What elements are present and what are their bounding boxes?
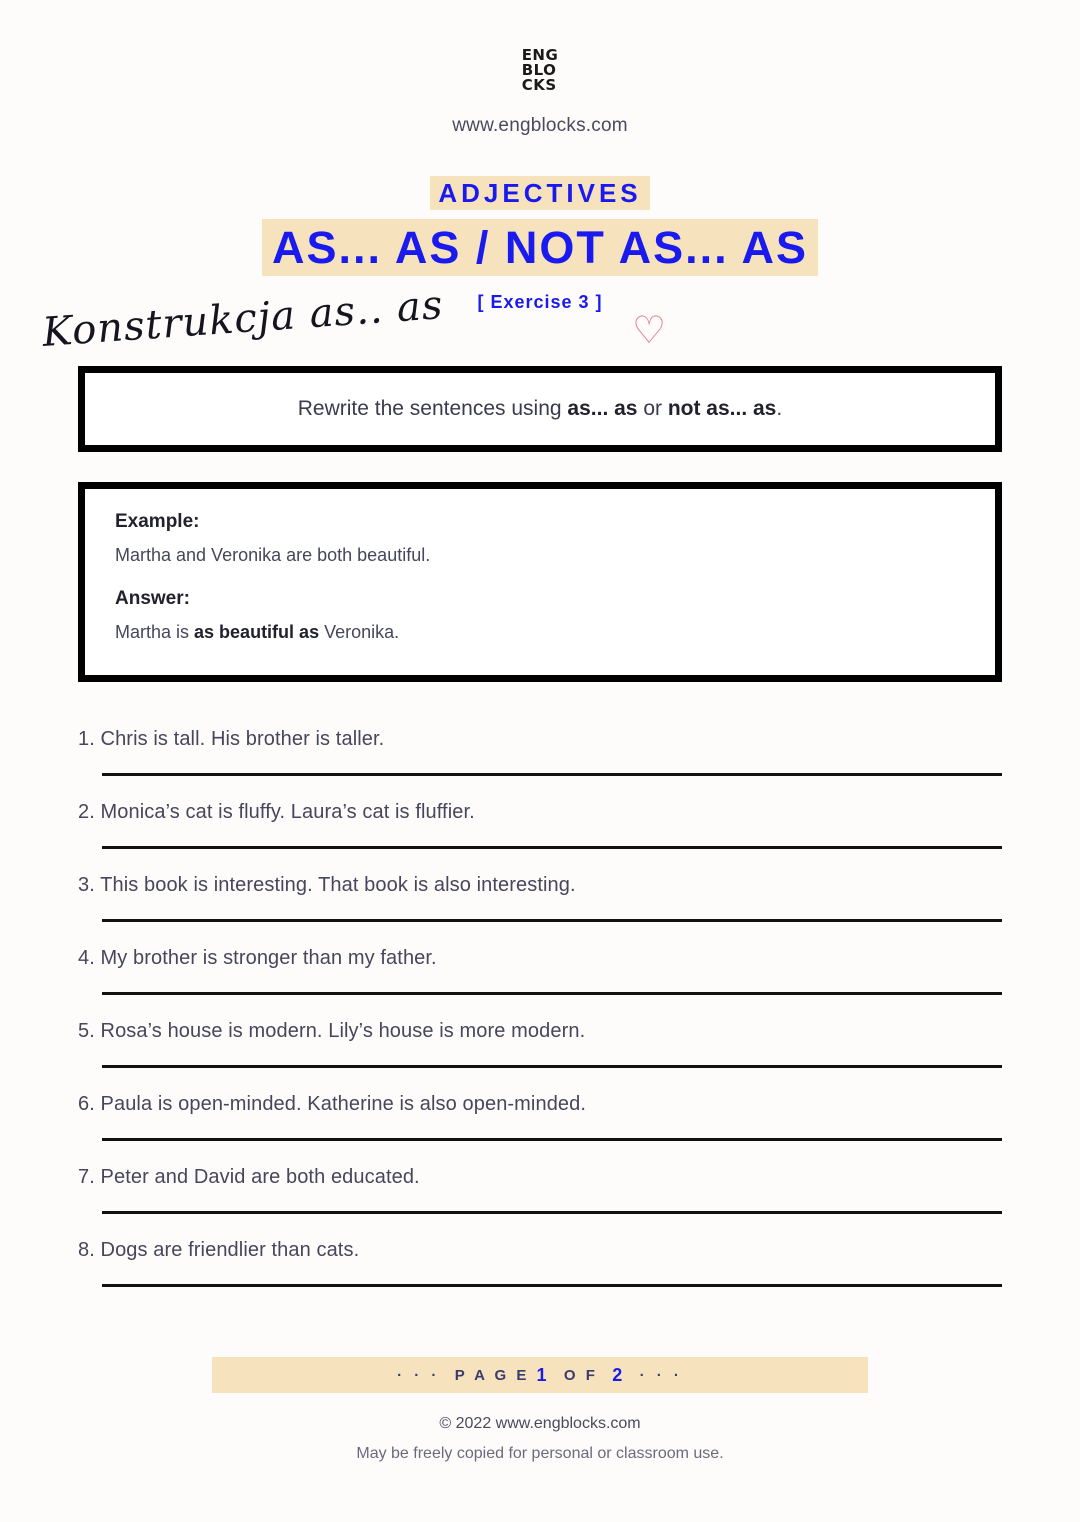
- answer-line[interactable]: [102, 846, 1002, 849]
- page-word: P A G E: [454, 1366, 530, 1384]
- page-title: [0, 222, 1080, 274]
- brand-logo: [0, 48, 1080, 95]
- instruction-part-2: or: [637, 397, 668, 420]
- instruction-bold-not-as-as: not as... as: [667, 397, 777, 420]
- list-item: [78, 1166, 1002, 1214]
- total-pages: 2: [612, 1364, 626, 1385]
- page-number: 1: [536, 1364, 550, 1385]
- instruction-box: [78, 366, 1002, 452]
- answer-line[interactable]: [102, 1065, 1002, 1068]
- category-title: [0, 178, 1080, 209]
- category-title-text: ADJECTIVES: [430, 176, 649, 210]
- instruction-part-3: .: [776, 397, 783, 420]
- instruction-bold-as-as: as... as: [567, 397, 638, 420]
- exercise-label: [ Exercise 3 ]: [477, 292, 603, 312]
- heart-icon: ♡: [632, 310, 667, 352]
- answer-line[interactable]: [102, 1138, 1002, 1141]
- instruction-text: [298, 397, 782, 421]
- of-word: O F: [563, 1366, 598, 1384]
- question-text: 4. My brother is stronger than my father.: [78, 947, 437, 969]
- list-item: [78, 728, 1002, 776]
- logo-line-2: BLO: [521, 61, 557, 79]
- answer-bold: as beautiful as: [194, 622, 320, 642]
- page-title-text: AS... AS / NOT AS... AS: [262, 219, 818, 276]
- list-item: [78, 947, 1002, 995]
- example-label: Example:: [115, 511, 200, 532]
- list-item: [78, 1020, 1002, 1068]
- logo-line-1: ENG: [521, 46, 559, 64]
- dots-left: · · ·: [397, 1366, 441, 1384]
- dots-right: · · ·: [639, 1366, 683, 1384]
- answer-line[interactable]: [102, 773, 1002, 776]
- question-text: 7. Peter and David are both educated.: [78, 1166, 420, 1188]
- question-text: 1. Chris is tall. His brother is taller.: [78, 728, 385, 750]
- list-item: [78, 801, 1002, 849]
- question-text: 2. Monica’s cat is fluffy. Laura’s cat is fluffier.: [78, 801, 475, 823]
- question-text: 6. Paula is open-minded. Katherine is also open-minded.: [78, 1093, 587, 1115]
- handwritten-note: Konstrukcja as.. as: [40, 282, 445, 356]
- question-text: 5. Rosa’s house is modern. Lily’s house is more modern.: [78, 1020, 586, 1042]
- answer-label: Answer:: [115, 588, 190, 609]
- question-text: 3. This book is interesting. That book is also interesting.: [78, 874, 576, 896]
- list-item: [78, 1093, 1002, 1141]
- answer-suffix: Veronika.: [319, 622, 400, 642]
- example-sentence: Martha and Veronika are both beautiful.: [115, 545, 431, 565]
- answer-prefix: Martha is: [115, 622, 195, 642]
- example-box: [78, 482, 1002, 682]
- site-url: www.engblocks.com: [452, 115, 628, 136]
- list-item: [78, 1239, 1002, 1287]
- page-indicator: [212, 1357, 868, 1393]
- instruction-part-1: Rewrite the sentences using: [297, 397, 568, 420]
- questions-list: [78, 728, 1002, 1312]
- answer-line[interactable]: [102, 1211, 1002, 1214]
- copyright-text: © 2022 www.engblocks.com: [439, 1415, 641, 1432]
- logo-line-3: CKS: [521, 76, 557, 94]
- answer-line[interactable]: [102, 919, 1002, 922]
- answer-sentence: [115, 622, 965, 643]
- answer-line[interactable]: [102, 1284, 1002, 1287]
- answer-line[interactable]: [102, 992, 1002, 995]
- list-item: [78, 874, 1002, 922]
- question-text: 8. Dogs are friendlier than cats.: [78, 1239, 360, 1261]
- license-text: May be freely copied for personal or classroom use.: [356, 1445, 724, 1462]
